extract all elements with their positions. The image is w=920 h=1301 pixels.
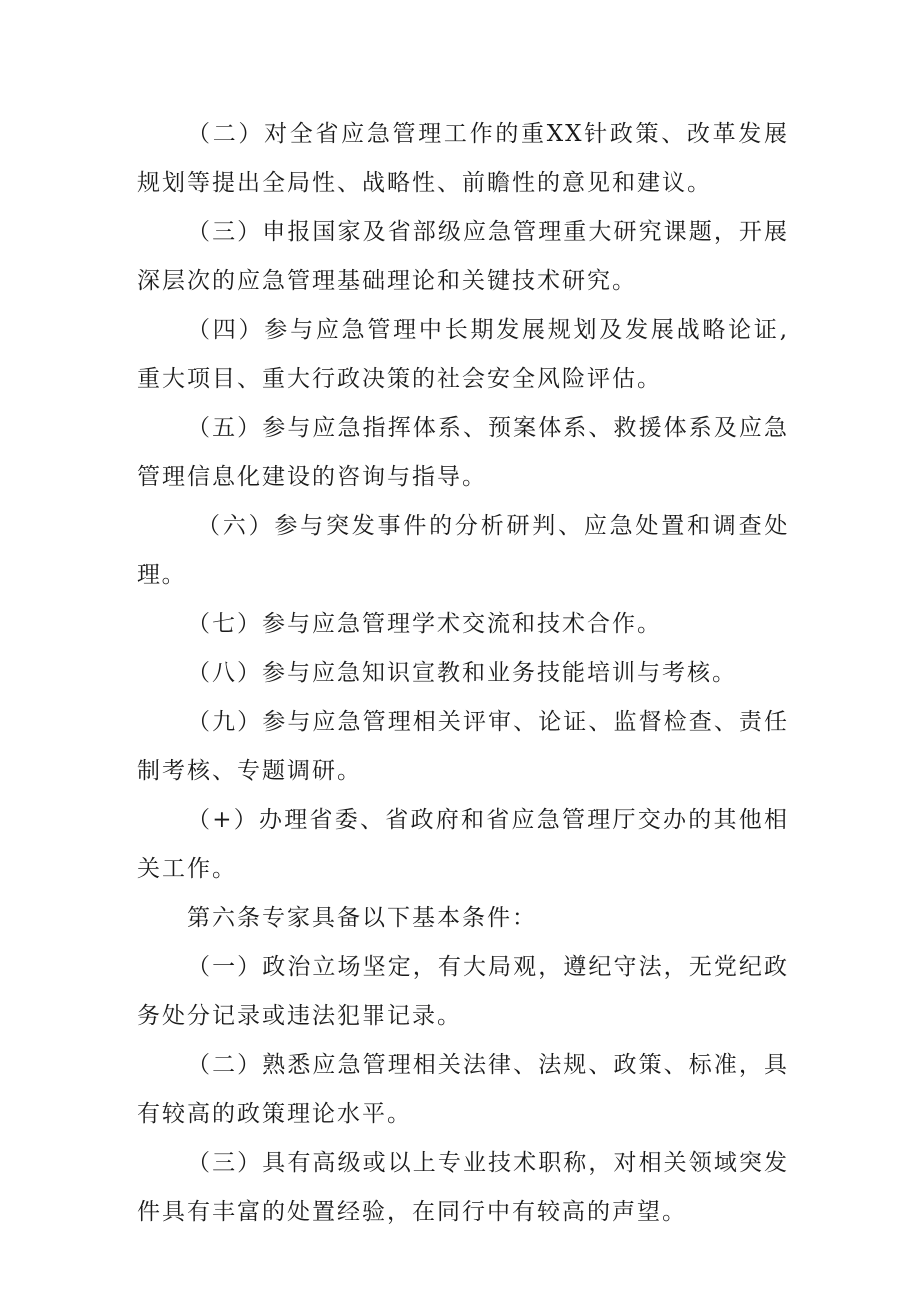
condition-item-3: （三）具有高级或以上专业技术职称，对相关领域突发件具有丰富的处置经验，在同行中有较高的声望。	[137, 1150, 789, 1225]
paragraph-item-4: （四）参与应急管理中长期发展规划及发展战略论证,重大项目、重大行政决策的社会安全风险评估。	[137, 317, 789, 392]
paragraph-item-5: （五）参与应急指挥体系、预案体系、救援体系及应急管理信息化建设的咨询与指导。	[137, 415, 789, 490]
paragraph-item-6: （六）参与突发事件的分析研判、应急处置和调查处理。	[137, 513, 789, 588]
paragraph-item-9: （九）参与应急管理相关评审、论证、监督检查、责任制考核、专题调研。	[137, 709, 789, 784]
paragraph-item-2: （二）对全省应急管理工作的重XX针政策、改革发展规划等提出全局性、战略性、前瞻性的意见和建议。	[137, 121, 789, 196]
paragraph-item-3: （三）申报国家及省部级应急管理重大研究课题，开展深层次的应急管理基础理论和关键技术研究。	[137, 219, 789, 294]
article-heading: 第六条专家具备以下基本条件：	[187, 905, 537, 931]
condition-item-2: （二）熟悉应急管理相关法律、法规、政策、标准，具有较高的政策理论水平。	[137, 1052, 789, 1127]
condition-item-1: （一）政治立场坚定，有大局观，遵纪守法，无党纪政务处分记录或违法犯罪记录。	[137, 954, 789, 1029]
paragraph-item-7: （七）参与应急管理学术交流和技术合作。	[187, 611, 662, 637]
document-body	[137, 110, 789, 1237]
paragraph-item-10: （+）办理省委、省政府和省应急管理厅交办的其他相关工作。	[137, 807, 789, 882]
paragraph-item-8: （八）参与应急知识宣教和业务技能培训与考核。	[187, 660, 737, 686]
